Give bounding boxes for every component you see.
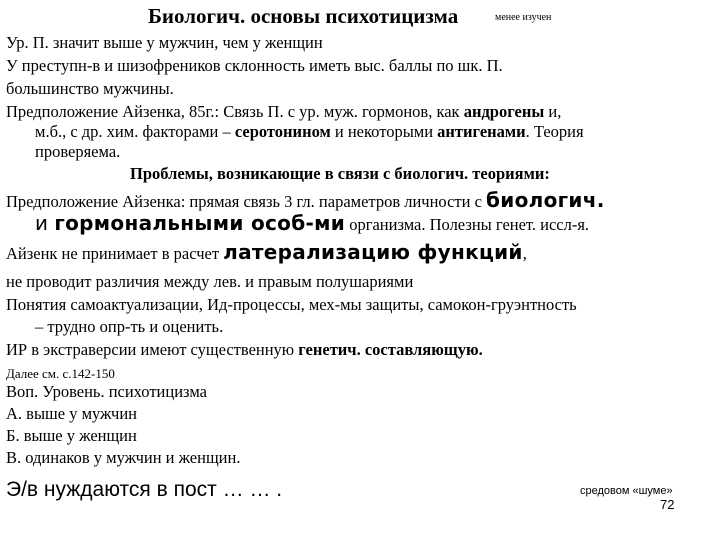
answer-b: Б. выше у женщин [6,426,137,445]
text-run: и, [544,102,562,121]
term-biological: биологич. [486,188,605,212]
side-note: средовом «шуме» [580,485,673,497]
text-run: . Теория [525,122,584,141]
text-run: м.б., с др. хим. факторами – [35,122,235,141]
text-line-11: Понятия самоактуализации, Ид-процессы, мех-мы защиты, самокон-груэнтность [6,295,577,314]
answer-a: А. выше у мужчин [6,404,137,423]
text-run: , [522,244,527,263]
text-line-7 [6,190,605,212]
question-text: Воп. Уровень. психотицизма [6,382,207,401]
text-line-9 [6,242,527,264]
term-lateralization: латерализацию функций [223,240,523,264]
page-range: с.142-150 [62,366,115,381]
term-serotonin: серотонином [234,122,331,141]
text-run: организма. Полезны генет. иссл-я. [345,215,590,234]
answer-c: В. одинаков у мужчин и женщин. [6,448,241,467]
term-genetic: генетич. составляющую. [298,340,483,359]
text-line-2: У преступн-в и шизофреников склонность иметь выс. баллы по шк. П. [6,56,503,75]
text-line-5 [35,122,584,142]
title-note: менее изучен [495,12,552,23]
text-run: и [35,211,55,235]
text-run: ИР в экстраверсии имеют существенную [6,340,299,359]
text-line-6: проверяема. [35,142,121,161]
text-run: Далее см. [6,366,63,381]
term-androgens: андрогены [463,102,545,121]
text-run: Предположение Айзенка: прямая связь 3 гл. параметров личности с [6,192,487,211]
text-line-12: – трудно опр-ть и оценить. [35,317,224,336]
text-line-10: не проводит различия между лев. и правым полушариями [6,272,414,291]
text-line-3: большинство мужчины. [6,79,174,98]
term-antigens: антигенами [437,122,526,141]
term-hormonal: гормональными особ-ми [54,211,346,235]
text-line-8 [35,213,589,235]
bottom-line: Э/в нуждаются в пост … … . [6,478,283,501]
page-number: 72 [660,497,675,512]
text-run: Предположение Айзенка, 85г.: Связь П. с ур. муж. гормонов, как [6,102,464,121]
text-line-14 [6,363,115,384]
slide-title: Биологич. основы психотицизма [148,4,459,28]
text-line-4 [6,102,561,122]
text-run: Айзенк не принимает в расчет [6,244,224,263]
text-run: и некоторыми [330,122,438,141]
text-line-13 [6,340,483,360]
section-heading: Проблемы, возникающие в связи с биологич. теориями: [130,164,550,183]
text-line-1: Ур. П. значит выше у мужчин, чем у женщин [6,33,323,52]
